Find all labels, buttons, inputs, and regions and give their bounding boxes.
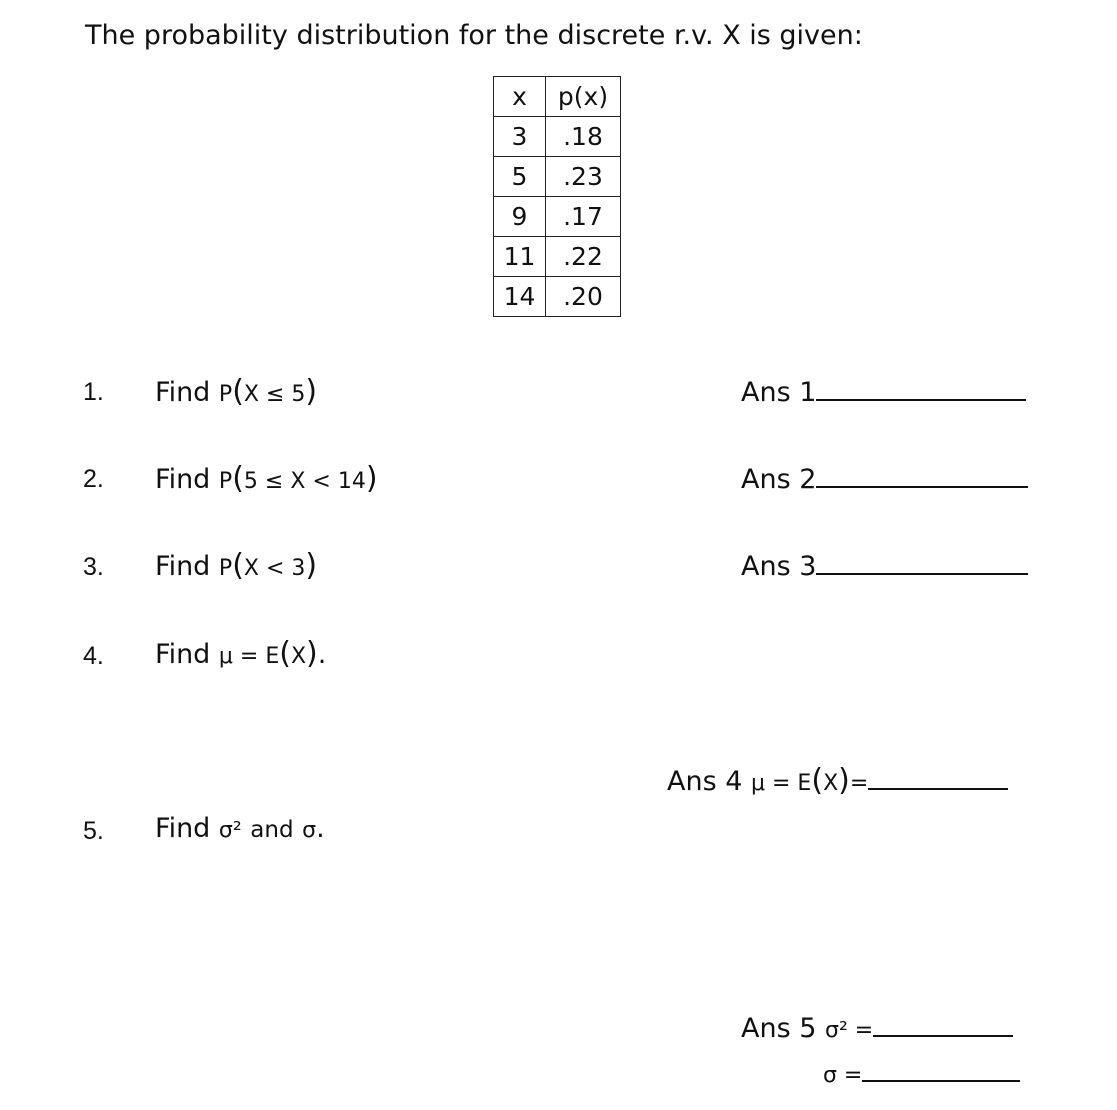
answer-2-label: Ans 2 <box>741 464 817 495</box>
table-row <box>494 197 621 237</box>
question-5-find: Find <box>155 813 211 844</box>
table-row <box>494 277 621 317</box>
question-5-and: and <box>250 817 294 843</box>
answer-5-sigma2: σ² = <box>825 1018 874 1043</box>
question-5-tail: . <box>316 813 325 844</box>
question-3-expr: P <box>218 556 233 581</box>
question-3-number: 3. <box>83 553 104 581</box>
answer-4-label: Ans 4 <box>667 766 743 797</box>
table-cell-px: .23 <box>546 157 621 197</box>
intro-text: The probability distribution for the discrete r.v. X is given: <box>85 20 863 51</box>
question-2: Find P(5 ≤ X < 14) <box>155 461 378 496</box>
table-row <box>494 117 621 157</box>
answer-4-inner: X <box>823 771 839 796</box>
table-cell-x: 3 <box>494 117 546 157</box>
table-cell-px: .17 <box>546 197 621 237</box>
question-1: Find P(X ≤ 5) <box>155 374 318 409</box>
question-5 <box>155 813 325 844</box>
answer-4: Ans 4 μ = E(X)= <box>667 763 1008 798</box>
table-cell-x: 5 <box>494 157 546 197</box>
question-4-tail: . <box>317 639 327 670</box>
question-2-inner: 5 ≤ X < 14 <box>243 469 366 494</box>
table-cell-px: .18 <box>546 117 621 157</box>
answer-5-variance-blank[interactable] <box>873 1035 1013 1037</box>
question-5-sigma: σ <box>302 818 317 843</box>
question-2-number: 2. <box>83 465 104 493</box>
table-header-row <box>494 77 621 117</box>
answer-5-sigma: σ = <box>823 1063 863 1088</box>
answer-3 <box>741 551 1028 582</box>
question-1-expr: P <box>218 382 233 407</box>
question-1-inner: X ≤ 5 <box>243 382 306 407</box>
answer-2-blank[interactable] <box>816 486 1028 488</box>
answer-4-equals: = <box>849 771 869 796</box>
question-4-inner: X <box>290 644 307 669</box>
question-1-find: Find <box>155 377 211 408</box>
answer-3-blank[interactable] <box>816 573 1028 575</box>
question-4: Find μ = E(X). <box>155 636 327 671</box>
distribution-table <box>493 76 621 317</box>
answer-1-blank[interactable] <box>816 399 1026 401</box>
question-5-number: 5. <box>83 817 104 845</box>
table-row <box>494 237 621 277</box>
question-2-find: Find <box>155 464 211 495</box>
table-cell-x: 11 <box>494 237 546 277</box>
question-5-sigma2: σ² <box>218 818 242 843</box>
answer-1 <box>741 377 1026 408</box>
question-3-find: Find <box>155 551 211 582</box>
table-row <box>494 157 621 197</box>
question-4-find: Find <box>155 639 211 670</box>
answer-1-label: Ans 1 <box>741 377 817 408</box>
answer-4-blank[interactable] <box>868 788 1008 790</box>
question-1-number: 1. <box>83 378 104 406</box>
answer-2 <box>741 464 1028 495</box>
table-cell-px: .20 <box>546 277 621 317</box>
answer-3-label: Ans 3 <box>741 551 817 582</box>
table-header-px: p(x) <box>546 77 621 117</box>
table-header-x: x <box>494 77 546 117</box>
table-cell-x: 9 <box>494 197 546 237</box>
answer-4-expr: μ = E <box>751 771 812 796</box>
question-4-expr: μ = E <box>218 644 280 669</box>
table-cell-x: 14 <box>494 277 546 317</box>
answer-5-label: Ans 5 <box>741 1013 817 1044</box>
answer-5-stddev-blank[interactable] <box>862 1080 1020 1082</box>
answer-5-variance <box>741 1013 1013 1044</box>
question-3-inner: X < 3 <box>243 556 306 581</box>
question-3: Find P(X < 3) <box>155 548 318 583</box>
answer-5-stddev <box>823 1058 1020 1089</box>
question-4-number: 4. <box>83 642 104 670</box>
question-2-expr: P <box>218 469 233 494</box>
table-cell-px: .22 <box>546 237 621 277</box>
